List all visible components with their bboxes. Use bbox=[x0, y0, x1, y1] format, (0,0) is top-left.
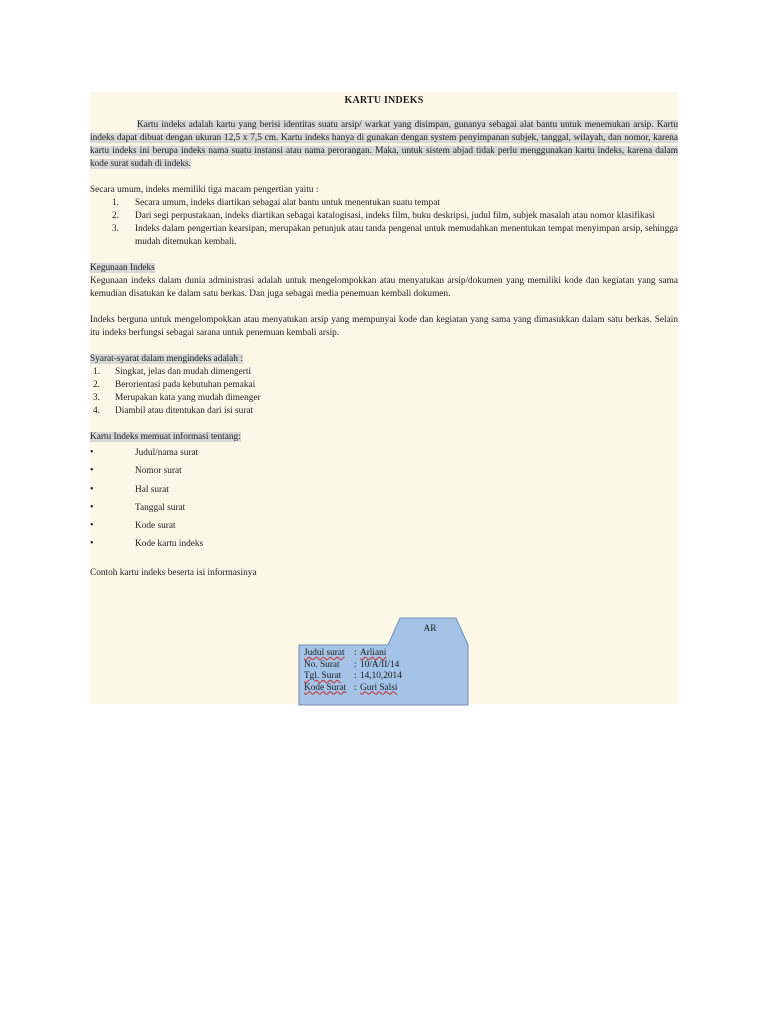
list-item-text: Kode kartu indeks bbox=[135, 539, 204, 550]
usage-heading bbox=[90, 262, 678, 275]
list-item-text: Tanggal surat bbox=[135, 502, 186, 513]
card-row-label: Kode Surat bbox=[304, 682, 347, 693]
list-item-text: Merupakan kata yang mudah dimenger bbox=[115, 393, 261, 403]
card-row-separator: : bbox=[354, 682, 357, 693]
document-content bbox=[90, 92, 678, 580]
document-title: KARTU INDEKS bbox=[344, 95, 424, 106]
example-heading: Contoh kartu indeks beserta isi informasinya bbox=[90, 567, 257, 578]
list-item-text: Kode surat bbox=[135, 521, 176, 532]
definitions-list bbox=[90, 197, 678, 249]
usage-heading-text: Kegunaan Indeks bbox=[90, 263, 155, 273]
card-row-value: Guri Salsi bbox=[360, 682, 398, 693]
list-number: 4. bbox=[93, 406, 100, 416]
list-number: 3. bbox=[112, 224, 119, 234]
usage-paragraph-1: Kegunaan indeks dalam dunia administrasi adalah untuk mengelompokkan atau menyatukan arsip/dokumen yang memiliki kode dan kegiatan yang sama kemudian disatukan ke dalam satu berkas. Dan juga sebagai media penemuan kembali dokumen. bbox=[90, 276, 678, 299]
list-item bbox=[90, 499, 678, 517]
card-row-value: Arliani bbox=[360, 648, 387, 658]
list-item-text: Hal surat bbox=[135, 484, 169, 495]
card-info-list bbox=[90, 444, 678, 554]
spacer bbox=[90, 171, 678, 184]
list-item-text: Judul/nama surat bbox=[135, 448, 199, 458]
list-number: 2. bbox=[112, 211, 119, 221]
card-row-label: Tgl. Surat bbox=[304, 671, 342, 681]
spacer bbox=[90, 418, 678, 431]
spacer bbox=[90, 249, 678, 262]
bullet-icon: • bbox=[90, 483, 94, 495]
list-item bbox=[90, 379, 678, 392]
list-item-text: Diambil atau ditentukan dari isi surat bbox=[115, 406, 254, 416]
requirements-list bbox=[90, 366, 678, 418]
list-item bbox=[90, 535, 678, 553]
list-item bbox=[90, 197, 678, 210]
intro-paragraph bbox=[90, 119, 678, 171]
spacer bbox=[90, 301, 678, 314]
list-item-text: Nomor surat bbox=[135, 466, 182, 477]
list-number: 1. bbox=[112, 198, 119, 208]
spacer bbox=[90, 554, 678, 567]
example-index-card bbox=[298, 617, 470, 707]
card-row-label: No. Surat bbox=[304, 659, 340, 670]
list-number: 2. bbox=[93, 380, 100, 390]
list-item bbox=[90, 444, 678, 462]
usage-paragraph-2: Indeks berguna untuk mengelompokkan atau menyatukan arsip yang mempunyai kode dan kegiatan yang sama yang dimasukkan dalam satu berkas. Selain itu indeks berfungsi sebagai sarana untuk penemuan kembali arsip. bbox=[90, 315, 678, 338]
list-item bbox=[90, 481, 678, 499]
card-row bbox=[304, 671, 402, 683]
requirements-heading bbox=[90, 353, 678, 366]
card-rows bbox=[304, 648, 402, 694]
list-item bbox=[90, 392, 678, 405]
card-row-separator: : bbox=[354, 648, 357, 658]
list-item bbox=[90, 462, 678, 480]
list-number: 1. bbox=[93, 367, 100, 377]
list-item bbox=[90, 366, 678, 379]
list-item-text: Dari segi perpustakaan, indeks diartikan sebagai katalogisasi, indeks film, buku deskripsi, judul film, subjek masalah atau nomor klasifikasi bbox=[135, 211, 655, 221]
list-item bbox=[90, 517, 678, 535]
bullet-icon: • bbox=[90, 520, 94, 532]
bullet-icon: • bbox=[90, 501, 94, 513]
list-item-text: Singkat, jelas dan mudah dimengerti bbox=[115, 367, 252, 377]
card-info-heading-text: Kartu Indeks memuat informasi tentang: bbox=[90, 432, 241, 442]
list-number: 3. bbox=[93, 393, 100, 403]
definitions-heading: Secara umum, indeks memiliki tiga macam pengertian yaitu : bbox=[90, 185, 319, 195]
card-row bbox=[304, 683, 402, 695]
card-row-separator: : bbox=[354, 671, 357, 681]
bullet-icon: • bbox=[90, 538, 94, 550]
card-info-heading bbox=[90, 431, 678, 444]
card-row bbox=[304, 660, 402, 672]
list-item bbox=[90, 223, 678, 249]
intro-text: Kartu indeks adalah kartu yang berisi identitas suatu arsip/ warkat yang disimpan, gunanya sebagai alat bantu untuk menemukan arsip. Kartu indeks dapat dibuat dengan ukuran 12,5 x 7,5 cm. Kartu indeks hanya di gunakan dengan system penyimpanan subjek, tanggal, wilayah, dan nomor, karena kartu indeks ini berupa indeks nama suatu instansi atau nama perorangan. Maka, untuk sistem abjad tidak perlu menggunakan kartu indeks, karena dalam kode surat sudah di indeks. bbox=[90, 120, 678, 169]
bullet-icon: • bbox=[90, 465, 94, 477]
list-item bbox=[90, 210, 678, 223]
card-row bbox=[304, 648, 402, 660]
spacer bbox=[90, 340, 678, 353]
card-row-value: 10/A/II/14 bbox=[360, 659, 400, 670]
card-row-label: Judul surat bbox=[304, 648, 345, 658]
card-row-separator: : bbox=[354, 659, 357, 670]
document-page bbox=[90, 92, 678, 704]
list-item-text: Secara umum, indeks diartikan sebagai alat bantu untuk menentukan suatu tempat bbox=[135, 198, 440, 208]
card-row-value: 14,10,2014 bbox=[360, 671, 402, 681]
list-item-text: Berorientasi pada kebutuhan pemakai bbox=[115, 380, 256, 390]
list-item-text: Indeks dalam pengertian kearsipan, merupakan petunjuk atau tanda pengenal untuk memudahkan menentukan tempat menyimpan arsip, sehingga mudah ditemukan kembali. bbox=[135, 224, 678, 247]
card-tab-label: AR bbox=[423, 624, 437, 634]
list-item bbox=[90, 405, 678, 418]
requirements-heading-text: Syarat-syarat dalam mengindeks adalah : bbox=[90, 354, 243, 364]
bullet-icon: • bbox=[90, 447, 94, 458]
